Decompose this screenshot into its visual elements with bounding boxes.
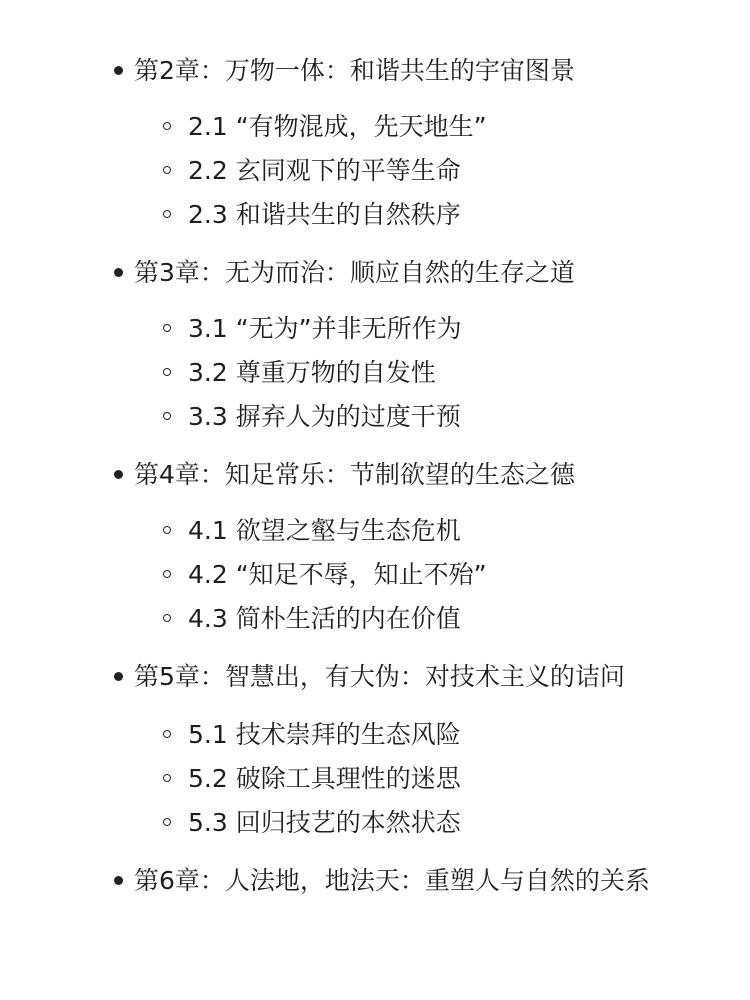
section-title: 3.3 摒弃人为的过度干预 <box>188 402 461 431</box>
section-title: 5.3 回归技艺的本然状态 <box>188 808 461 837</box>
chapter-2 <box>114 50 674 92</box>
section-4-1 <box>163 510 683 552</box>
section-title: 3.1 “无为”并非无所作为 <box>188 314 462 343</box>
chapter-3 <box>114 252 674 294</box>
section-title: 4.3 简朴生活的内在价值 <box>188 604 461 633</box>
chapter-title: 第5章：智慧出，有大伪：对技术主义的诘问 <box>134 662 625 691</box>
section-4-2 <box>163 554 683 596</box>
section-title: 2.1 “有物混成，先天地生” <box>188 112 487 141</box>
chapter-title: 第2章：万物一体：和谐共生的宇宙图景 <box>134 56 575 85</box>
section-5-2 <box>163 758 683 800</box>
chapter-5 <box>114 656 674 698</box>
section-title: 2.2 玄同观下的平等生命 <box>188 156 461 185</box>
section-3-1 <box>163 308 683 350</box>
section-2-2 <box>163 150 683 192</box>
section-4-3 <box>163 598 683 640</box>
section-2-1 <box>163 106 683 148</box>
chapter-title: 第3章：无为而治：顺应自然的生存之道 <box>134 258 575 287</box>
section-3-2 <box>163 352 683 394</box>
section-3-3 <box>163 396 683 438</box>
chapter-title: 第6章：人法地，地法天：重塑人与自然的关系 <box>134 866 650 895</box>
section-title: 2.3 和谐共生的自然秩序 <box>188 200 461 229</box>
section-5-3 <box>163 802 683 844</box>
section-title: 4.2 “知足不辱，知止不殆” <box>188 560 487 589</box>
section-2-3 <box>163 194 683 236</box>
section-5-1 <box>163 714 683 756</box>
section-title: 5.2 破除工具理性的迷思 <box>188 764 461 793</box>
section-title: 3.2 尊重万物的自发性 <box>188 358 436 387</box>
section-title: 4.1 欲望之壑与生态危机 <box>188 516 461 545</box>
chapter-4 <box>114 454 674 496</box>
section-title: 5.1 技术崇拜的生态风险 <box>188 720 461 749</box>
chapter-6 <box>114 860 669 902</box>
chapter-title: 第4章：知足常乐：节制欲望的生态之德 <box>134 460 575 489</box>
